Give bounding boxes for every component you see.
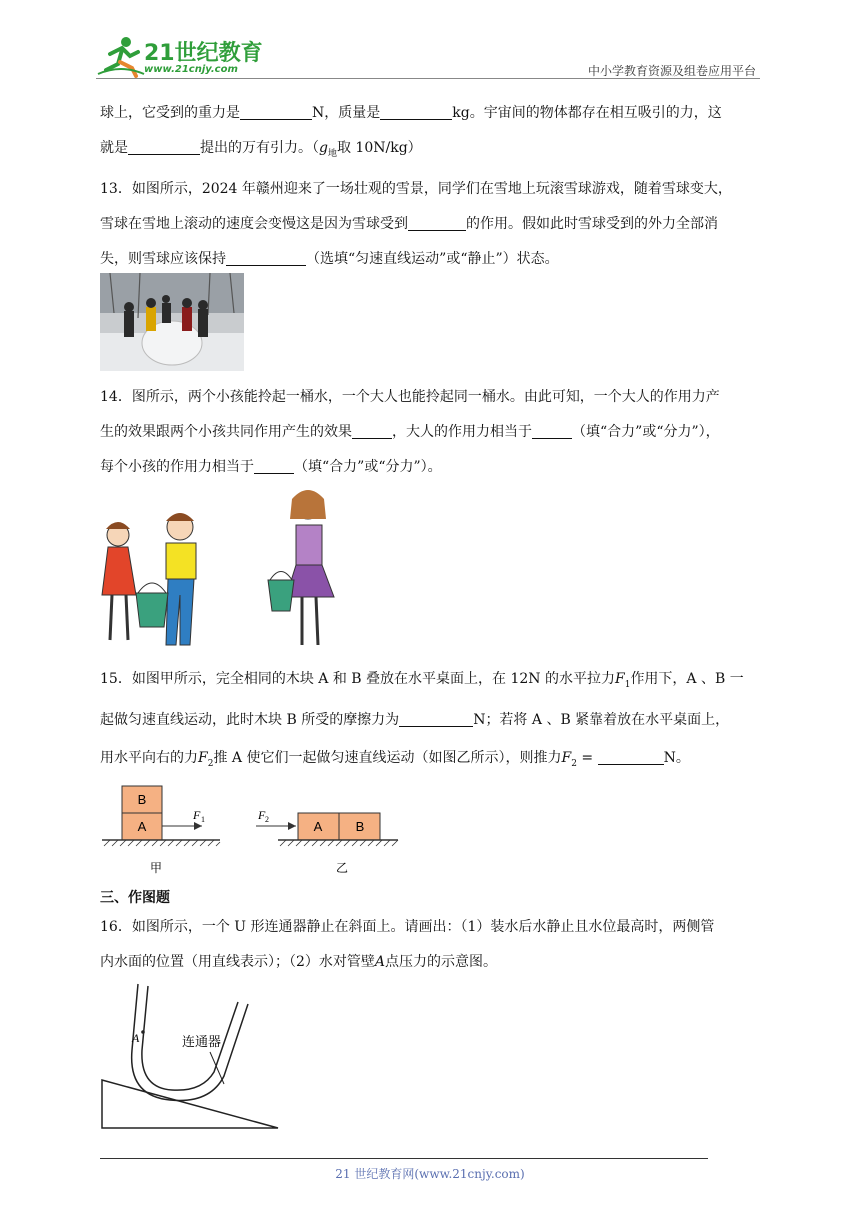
q14-line2 [100, 415, 760, 450]
blocks-figure [98, 782, 408, 882]
answer-blank[interactable] [380, 103, 452, 120]
q12-line1 [100, 96, 760, 131]
text: 雪球在雪地上滚动的速度会变慢这是因为雪球受到 [100, 215, 408, 232]
label-yi: 乙 [335, 861, 349, 875]
text: ，大人的作用力相当于 [392, 424, 532, 440]
q16-line2 [100, 945, 760, 980]
answer-blank[interactable] [598, 748, 664, 765]
subscript: 1 [624, 679, 631, 690]
q15-line3 [100, 738, 760, 784]
text: N。 [663, 749, 690, 766]
q15-block [100, 662, 760, 784]
header-divider [96, 78, 760, 79]
text: 推 A 使它们一起做匀速直线运动（如图乙所示），则推力 [213, 749, 562, 766]
text: 用水平向右的力 [100, 749, 198, 766]
children-carry-bucket-illustration [98, 485, 368, 655]
q14-line3 [100, 450, 760, 485]
text: N，质量是 [312, 105, 381, 121]
text: 的作用。假如此时雪球受到的外力全部消 [466, 215, 718, 232]
answer-blank[interactable] [128, 138, 200, 155]
site-logo [96, 34, 296, 78]
q15-line1 [100, 662, 760, 703]
text: 点压力的示意图。 [385, 954, 498, 970]
q13-line3 [100, 242, 760, 277]
q12-line2 [100, 131, 760, 172]
page-content [100, 96, 760, 277]
var-f: F [561, 749, 572, 766]
q16-line1: 16．如图所示，一个 U 形连通器静止在斜面上。请画出：（1）装水后水静止且水位最高时，两侧管 [100, 919, 715, 935]
text: 内水面的位置（用直线表示）；（2）水对管壁 [100, 954, 375, 970]
answer-blank[interactable] [532, 422, 572, 439]
text: （选填“匀速直线运动”或“静止”）状态。 [306, 250, 559, 267]
tube-label: 连通器 [182, 1035, 222, 1050]
text: 就是 [100, 140, 128, 156]
subscript: 地 [327, 148, 337, 159]
q15-line2 [100, 703, 760, 738]
text: 提出的万有引力。（ [200, 140, 319, 156]
text: 失，则雪球应该保持 [100, 250, 226, 267]
page-header [96, 30, 760, 80]
header-platform-text: 中小学教育资源及组卷应用平台 [587, 64, 756, 78]
text: 起做匀速直线运动，此时木块 B 所受的摩擦力为 [100, 711, 400, 728]
logo-main-text: 21世纪教育 [144, 41, 263, 66]
block-a-label: A [137, 819, 147, 834]
answer-blank[interactable] [240, 103, 312, 120]
text: 每个小孩的作用力相当于 [100, 459, 254, 475]
page-footer[interactable]: 21 世纪教育网(www.21cnjy.com) [335, 1167, 525, 1181]
var-f: F [198, 749, 208, 766]
text: 取 10N/kg） [336, 140, 422, 156]
text: 作用下，A 、B 一 [630, 671, 744, 687]
q14-line1: 14．图所示，两个小孩能拎起一桶水，一个大人也能拎起同一桶水。由此可知，一个大人的作用力产 [100, 389, 720, 405]
answer-blank[interactable] [408, 214, 466, 231]
text: 生的效果跟两个小孩共同作用产生的效果 [100, 424, 352, 440]
block-b-label: B [137, 792, 147, 807]
answer-blank[interactable] [226, 249, 306, 266]
block-b-label: B [355, 819, 365, 834]
block-a-label: A [313, 819, 323, 834]
var-f: F [614, 671, 625, 687]
f2-label: F [258, 808, 266, 822]
text: （填“合力”或“分力”）， [572, 424, 720, 440]
f2-subscript: 2 [265, 815, 269, 824]
var-g: g [319, 140, 328, 156]
q13-line1: 13．如图所示，2024 年赣州迎来了一场壮观的雪景，同学们在雪地上玩滚雪球游戏，随着雪球变大， [100, 180, 732, 197]
section3-block [100, 886, 760, 980]
var-a: A [374, 954, 386, 970]
q13-line2 [100, 207, 760, 242]
f1-label: F [193, 808, 201, 822]
subscript: 2 [571, 758, 577, 769]
text: 15．如图甲所示，完全相同的木块 A 和 B 叠放在水平桌面上，在 12N 的水平拉力 [100, 671, 615, 687]
snowball-photo [100, 273, 244, 371]
f1-subscript: 1 [201, 815, 205, 824]
answer-blank[interactable] [254, 457, 294, 474]
text: N；若将 A 、B 紧靠着放在水平桌面上， [473, 711, 730, 728]
section-title: 三、作图题 [100, 890, 170, 906]
answer-blank[interactable] [352, 422, 392, 439]
label-jia: 甲 [149, 861, 163, 875]
subscript: 2 [207, 758, 214, 769]
u-tube-on-slope-figure [98, 980, 288, 1135]
point-a-label: A [132, 1031, 140, 1045]
text: = [576, 749, 598, 766]
text: kg。宇宙间的物体都存在相互吸引的力，这 [452, 105, 722, 121]
runner-logo-icon [96, 34, 146, 78]
footer-divider [100, 1158, 708, 1159]
logo-url-text: www.21cnjy.com [144, 64, 238, 75]
text: 球上，它受到的重力是 [100, 105, 240, 121]
q14-block [100, 380, 760, 485]
answer-blank[interactable] [399, 710, 473, 727]
text: （填“合力”或“分力”）。 [294, 459, 442, 475]
